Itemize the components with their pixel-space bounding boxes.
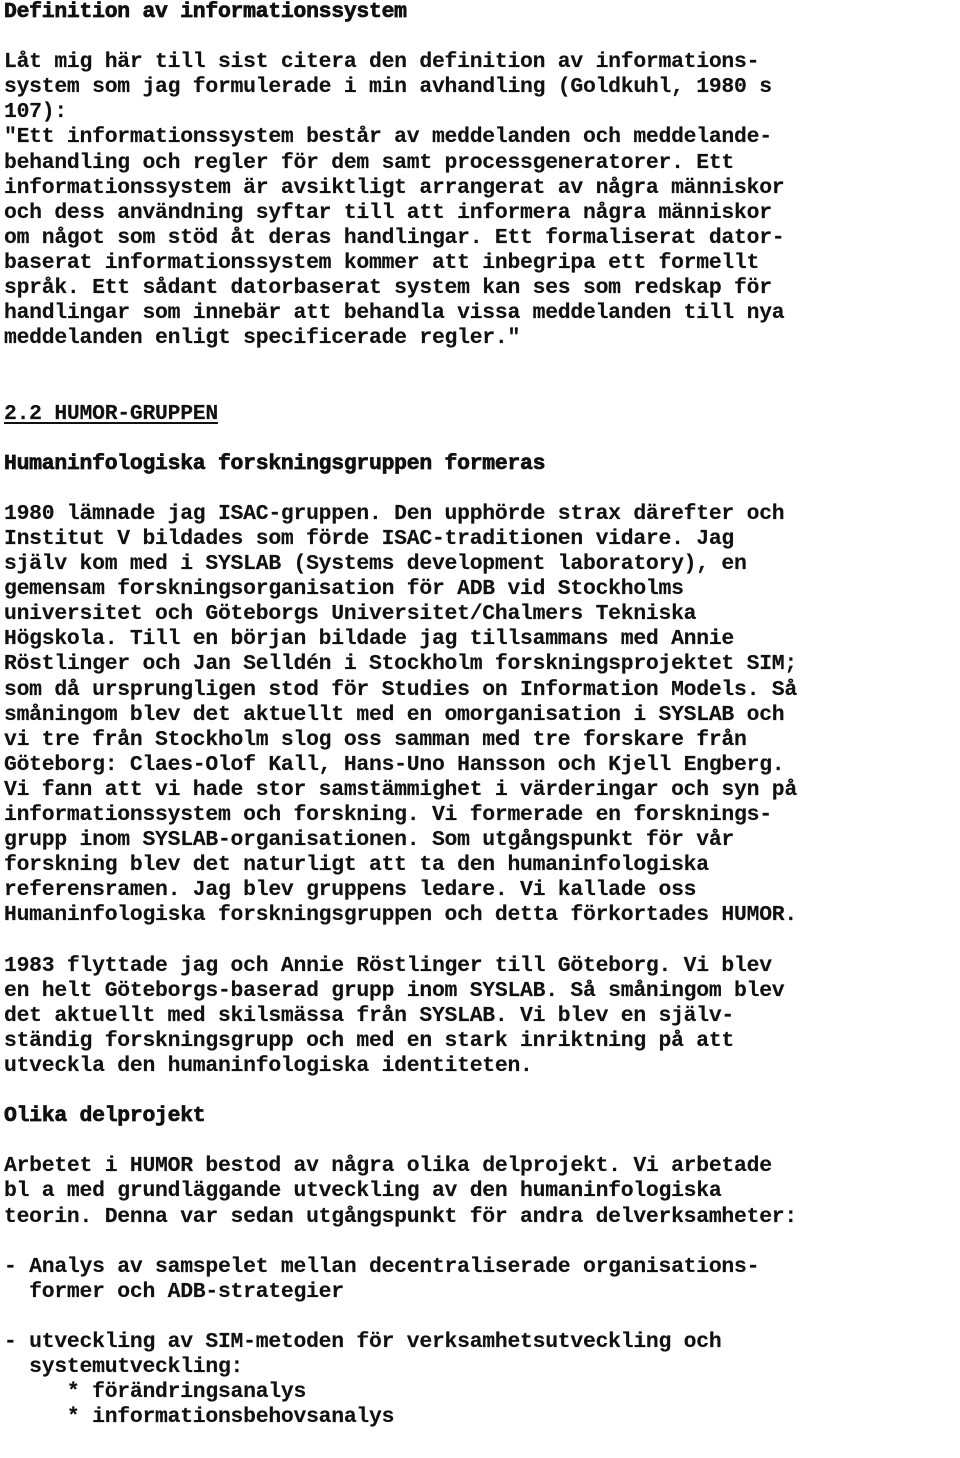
paragraph-line: det aktuellt med skilsmässa från SYSLAB. Vi blev en själv- bbox=[4, 1003, 735, 1028]
paragraph-line: vi tre från Stockholm slog oss samman med tre forskare från bbox=[4, 727, 747, 752]
section-heading: 2.2 HUMOR-GRUPPEN bbox=[4, 401, 218, 426]
list-item-line: systemutveckling: bbox=[4, 1355, 244, 1380]
paragraph-work bbox=[4, 1154, 954, 1229]
list-item-line: - utveckling av SIM-metoden för verksamhetsutveckling och bbox=[4, 1329, 722, 1354]
paragraph-line: Institut V bildades som förde ISAC-traditionen vidare. Jag bbox=[4, 526, 735, 551]
paragraph-line: 1980 lämnade jag ISAC-gruppen. Den upphörde strax därefter och bbox=[4, 501, 785, 526]
paragraph-line: grupp inom SYSLAB-organisationen. Som utgångspunkt för vår bbox=[4, 828, 735, 853]
paragraph-line: teorin. Denna var sedan utgångspunkt för andra delverksamheter: bbox=[4, 1204, 797, 1229]
spacer bbox=[4, 1079, 954, 1104]
paragraph-line: själv kom med i SYSLAB (Systems development laboratory), en bbox=[4, 552, 747, 577]
quote-line: baserat informationssystem kommer att inbegripa ett formellt bbox=[4, 250, 760, 275]
quote-line: språk. Ett sådant datorbaserat system kan ses som redskap för bbox=[4, 276, 772, 301]
quote-line: handlingar som innebär att behandla vissa meddelanden till nya bbox=[4, 301, 785, 326]
quote-line: behandling och regler för dem samt processgeneratorer. Ett bbox=[4, 150, 735, 175]
paragraph-1980 bbox=[4, 502, 954, 929]
list-item-line: former och ADB-strategier bbox=[4, 1279, 344, 1304]
spacer bbox=[4, 351, 954, 401]
sub-list-item: * förändringsanalys bbox=[4, 1380, 307, 1405]
paragraph-line: Göteborg: Claes-Olof Kall, Hans-Uno Hansson och Kjell Engberg. bbox=[4, 752, 785, 777]
paragraph-line: som då ursprungligen stod för Studies on Information Models. Så bbox=[4, 677, 797, 702]
paragraph-line: Röstlinger och Jan Selldén i Stockholm forskningsprojektet SIM; bbox=[4, 652, 797, 677]
paragraph-line: Låt mig här till sist citera den definition av informations- bbox=[4, 50, 760, 75]
paragraph-line: småningom blev det aktuellt med en omorganisation i SYSLAB och bbox=[4, 702, 785, 727]
spacer bbox=[4, 928, 954, 953]
spacer bbox=[4, 1129, 954, 1154]
paragraph-line: 1983 flyttade jag och Annie Röstlinger till Göteborg. Vi blev bbox=[4, 953, 772, 978]
subheading-subprojects: Olika delprojekt bbox=[4, 1104, 206, 1129]
heading-definition: Definition av informationssystem bbox=[4, 0, 407, 24]
spacer bbox=[4, 477, 954, 502]
paragraph-line: forskning blev det naturligt att ta den humaninfologiska bbox=[4, 853, 709, 878]
list-item-line: - Analys av samspelet mellan decentraliserade organisations- bbox=[4, 1254, 760, 1279]
paragraph-line: gemensam forskningsorganisation för ADB vid Stockholms bbox=[4, 577, 684, 602]
quote-line: meddelanden enligt specificerade regler." bbox=[4, 326, 521, 351]
paragraph-line: Humaninfologiska forskningsgruppen och detta förkortades HUMOR. bbox=[4, 903, 797, 928]
paragraph-line: Högskola. Till en början bildade jag tillsammans med Annie bbox=[4, 627, 735, 652]
paragraph-line: Vi fann att vi hade stor samstämmighet i värderingar och syn på bbox=[4, 777, 797, 802]
spacer bbox=[4, 427, 954, 452]
spacer bbox=[4, 1230, 954, 1255]
spacer bbox=[4, 25, 954, 50]
paragraph-line: universitet och Göteborgs Universitet/Chalmers Tekniska bbox=[4, 602, 697, 627]
document-page bbox=[4, 0, 954, 1430]
paragraph-line: ständig forskningsgrupp och med en stark inriktning på att bbox=[4, 1028, 735, 1053]
quote-line: informationssystem är avsiktligt arrangerat av några människor bbox=[4, 175, 785, 200]
paragraph-line: utveckla den humaninfologiska identiteten. bbox=[4, 1053, 533, 1078]
quote-line: "Ett informationssystem består av meddelanden och meddelande- bbox=[4, 125, 772, 150]
paragraph-line: 107): bbox=[4, 100, 67, 125]
spacer bbox=[4, 1305, 954, 1330]
paragraph-line: system som jag formulerade i min avhandling (Goldkuhl, 1980 s bbox=[4, 75, 772, 100]
paragraph-line: Arbetet i HUMOR bestod av några olika delprojekt. Vi arbetade bbox=[4, 1154, 772, 1179]
paragraph-line: referensramen. Jag blev gruppens ledare. Vi kallade oss bbox=[4, 878, 697, 903]
paragraph-line: bl a med grundläggande utveckling av den humaninfologiska bbox=[4, 1179, 722, 1204]
quote-line: och dess användning syftar till att informera några människor bbox=[4, 200, 772, 225]
paragraph-line: en helt Göteborgs-baserad grupp inom SYSLAB. Så småningom blev bbox=[4, 978, 785, 1003]
quote-line: om något som stöd åt deras handlingar. Ett formaliserat dator- bbox=[4, 225, 785, 250]
list-item bbox=[4, 1330, 954, 1430]
intro-paragraph bbox=[4, 50, 954, 125]
list-item bbox=[4, 1255, 954, 1305]
subheading-formation: Humaninfologiska forskningsgruppen formeras bbox=[4, 451, 546, 476]
paragraph-line: informationssystem och forskning. Vi formerade en forsknings- bbox=[4, 803, 772, 827]
definition-quote bbox=[4, 125, 954, 351]
sub-list-item: * informationsbehovsanalys bbox=[4, 1405, 395, 1430]
paragraph-1983 bbox=[4, 954, 954, 1079]
